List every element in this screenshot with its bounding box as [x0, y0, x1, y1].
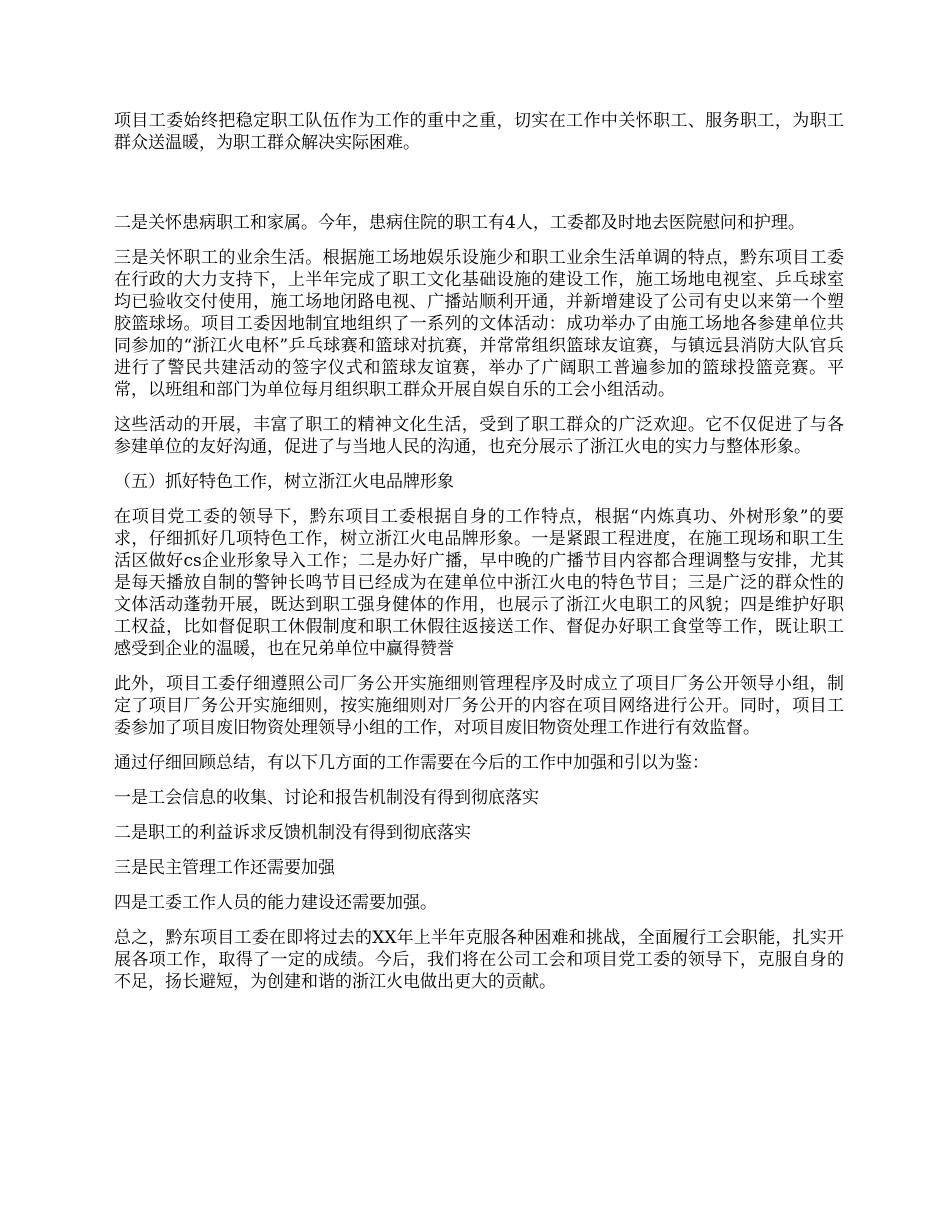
- paragraph-care-workers: 项目工委始终把稳定职工队伍作为工作的重中之重，切实在工作中关怀职工、服务职工，为职工群众送温暖，为职工群众解决实际困难。: [114, 111, 844, 153]
- paragraph-issue-3: 三是民主管理工作还需要加强: [114, 858, 335, 878]
- paragraph-leisure-life: 三是关怀职工的业余生活。根据施工场地娱乐设施少和职工业余生活单调的特点，黔东项目工委在行政的大力支持下，上半年完成了职工文化基础设施的建设工作，施工场地电视室、乒乓球室均已验收交付使用，施工场地闭路电视、广播站顺利开通，并新增建设了公司有史以来第一个塑胶篮球场。项目工委因地制宜地组织了一系列的文体活动：成功举办了由施工场地各参建单位共同参加的“浙江火电杯”乒乓球赛和篮球对抗赛，并常常组织篮球友谊赛，与镇远县消防大队官兵进行了警民共建活动的签字仪式和篮球友谊赛，举办了广阔职工普遍参加的篮球投篮竞赛。平常，以班组和部门为单位每月组织职工群众开展自娱自乐的工会小组活动。: [114, 248, 844, 400]
- paragraph-activities-effect: 这些活动的开展，丰富了职工的精神文化生活，受到了职工群众的广泛欢迎。它不仅促进了与各参建单位的友好沟通，促进了与当地人民的沟通，也充分展示了浙江火电的实力与整体形象。: [114, 415, 844, 457]
- paragraph-issue-1: 一是工会信息的收集、讨论和报告机制没有得到彻底落实: [114, 788, 539, 808]
- paragraph-review-intro: 通过仔细回顾总结，有以下几方面的工作需要在今后的工作中加强和引以为鉴：: [114, 753, 709, 773]
- section-heading-special-work: （五）抓好特色工作，树立浙江火电品牌形象: [114, 472, 454, 492]
- paragraph-issue-2: 二是职工的利益诉求反馈机制没有得到彻底落实: [114, 823, 471, 843]
- paragraph-special-work: 在项目党工委的领导下，黔东项目工委根据自身的工作特点，根据“内炼真功、外树形象”的要求，仔细抓好几项特色工作，树立浙江火电品牌形象。一是紧跟工程进度，在施工现场和职工生活区做好cs企业形象导入工作；二是办好广播，早中晚的广播节目内容都合理调整与安排，尤其是每天播放自制的警钟长鸣节目已经成为在建单位中浙江火电的特色节目；三是广泛的群众性的文体活动蓬勃开展，既达到职工强身健体的作用，也展示了浙江火电职工的风貌；四是维护好职工权益，比如督促职工休假制度和职工休假往返接送工作、督促办好职工食堂等工作，既让职工感受到企业的温暖，也在兄弟单位中赢得赞誉: [114, 507, 844, 659]
- document-body: [114, 110, 844, 1006]
- paragraph-sick-workers: 二是关怀患病职工和家属。今年，患病住院的职工有4人，工委都及时地去医院慰问和护理。: [114, 213, 805, 233]
- paragraph-issue-4: 四是工委工作人员的能力建设还需要加强。: [114, 893, 437, 913]
- paragraph-conclusion: 总之，黔东项目工委在即将过去的XX年上半年克服各种困难和挑战，全面履行工会职能，扎实开展各项工作，取得了一定的成绩。今后，我们将在公司工会和项目党工委的领导下，克服自身的不足，扬长避短，为创建和谐的浙江火电做出更大的贡献。: [114, 928, 844, 992]
- paragraph-affairs-disclosure: 此外，项目工委仔细遵照公司厂务公开实施细则管理程序及时成立了项目厂务公开领导小组，制定了项目厂务公开实施细则，按实施细则对厂务公开的内容在项目网络进行公开。同时，项目工委参加了项目废旧物资处理领导小组的工作，对项目废旧物资处理工作进行有效监督。: [114, 674, 844, 738]
